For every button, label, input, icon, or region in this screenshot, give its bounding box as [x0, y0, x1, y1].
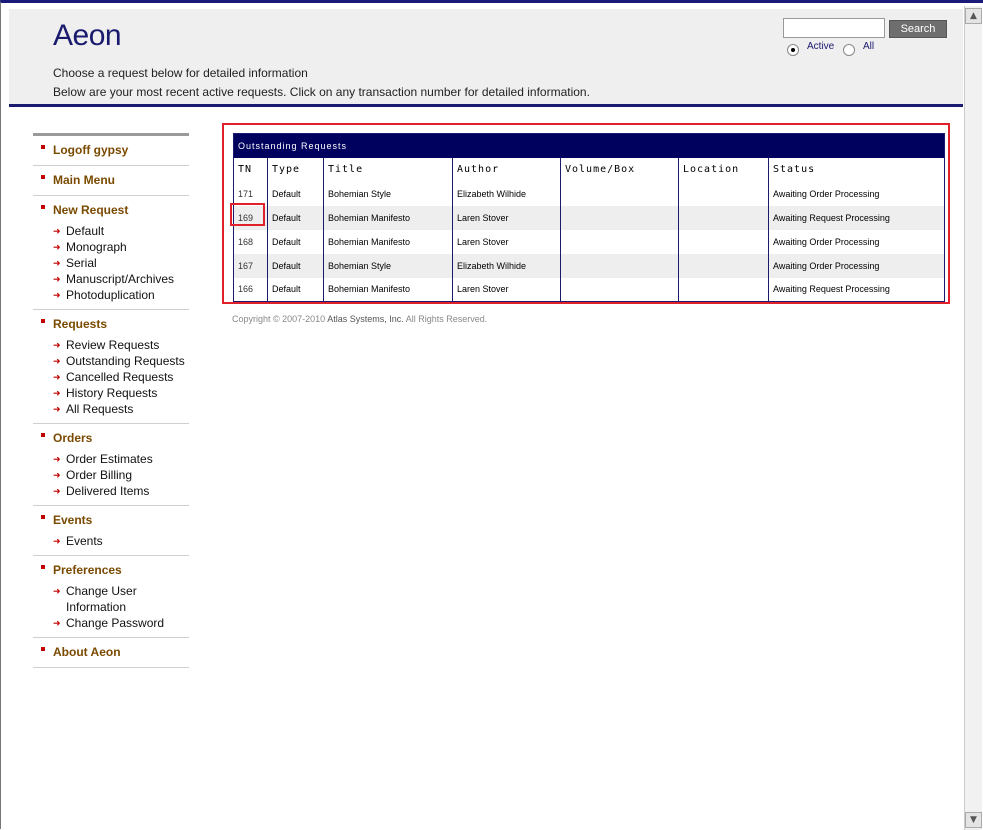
nav-item-label: Outstanding Requests [66, 354, 185, 368]
nav-item-history-requests[interactable] [33, 385, 189, 401]
copyright-prefix: Copyright © 2007-2010 [232, 314, 328, 324]
tn-link[interactable]: 168 [234, 230, 268, 254]
frame-gap [306, 3, 346, 6]
table-row [234, 278, 945, 302]
cell-status: Awaiting Request Processing [769, 206, 945, 230]
nav-item-label: Photoduplication [66, 288, 155, 302]
cell-location [679, 206, 769, 230]
square-bullet-icon [41, 647, 45, 651]
nav-item-monograph[interactable] [33, 239, 189, 255]
nav-item-label: Monograph [66, 240, 127, 254]
tn-link[interactable]: 171 [234, 182, 268, 206]
double-arrow-icon: ➜ [53, 274, 61, 284]
header-description: Below are your most recent active requests. Click on any transaction number for detailed information. [53, 85, 590, 99]
table-row [234, 254, 945, 278]
nav-item-default[interactable] [33, 223, 189, 239]
cell-author: Elizabeth Wilhide [453, 254, 561, 278]
tn-link[interactable]: 169 [234, 206, 268, 230]
cell-status: Awaiting Order Processing [773, 236, 880, 247]
company-link[interactable]: Atlas Systems, Inc. [327, 314, 404, 324]
cell-title: Bohemian Manifesto [324, 278, 453, 302]
nav-logoff-label: Logoff gypsy [53, 143, 129, 157]
nav-item-serial[interactable] [33, 255, 189, 271]
nav-item-label: Cancelled Requests [66, 370, 174, 384]
nav-item-label: Default [66, 224, 105, 238]
cell-type: Default [268, 182, 324, 206]
nav-item-label: Delivered Items [66, 484, 150, 498]
nav-events-label: Events [53, 513, 93, 527]
cell-volume [561, 278, 679, 302]
nav-item-order-billing[interactable] [33, 467, 189, 483]
cell-volume [561, 206, 679, 230]
cell-title: Bohemian Manifesto [324, 230, 453, 254]
double-arrow-icon: ➜ [53, 536, 61, 546]
header-divider [9, 104, 963, 107]
nav-item-change-user-information[interactable] [33, 583, 189, 615]
scroll-down-arrow-icon[interactable]: ▼ [965, 812, 982, 828]
nav-item-order-estimates[interactable] [33, 451, 189, 467]
nav-item-label: Events [66, 534, 103, 548]
cell-location [679, 278, 769, 302]
nav-item-label: Change Password [66, 616, 165, 630]
nav-orders-link[interactable] [33, 430, 189, 447]
cell-location [679, 182, 769, 206]
search-input[interactable] [783, 18, 885, 38]
nav-item-label: Order Estimates [66, 452, 153, 466]
nav-preferences-link[interactable] [33, 562, 189, 579]
cell-type: Default [268, 206, 324, 230]
cell-author: Elizabeth Wilhide [453, 182, 561, 206]
column-header-title: Title [324, 158, 453, 182]
nav-item-manuscript-archives[interactable] [33, 271, 189, 287]
column-header-volume-box: Volume/Box [561, 158, 679, 182]
cell-title: Bohemian Manifesto [324, 206, 453, 230]
nav-item-label: Review Requests [66, 338, 160, 352]
tn-link[interactable]: 166 [234, 278, 268, 302]
square-bullet-icon [41, 205, 45, 209]
nav-orders-label: Orders [53, 431, 93, 445]
double-arrow-icon: ➜ [53, 486, 61, 496]
double-arrow-icon: ➜ [53, 290, 61, 300]
cell-type: Default [268, 278, 324, 302]
header-instruction: Choose a request below for detailed information [53, 66, 308, 80]
table-row [234, 206, 945, 230]
cell-type: Default [268, 254, 324, 278]
nav-main-menu-link[interactable] [33, 172, 189, 189]
double-arrow-icon: ➜ [53, 454, 61, 464]
double-arrow-icon: ➜ [53, 404, 61, 414]
nav-section-requests [33, 310, 189, 424]
cell-status: Awaiting Request Processing [773, 284, 890, 295]
double-arrow-icon: ➜ [53, 618, 61, 628]
nav-section-main-menu [33, 166, 189, 196]
nav-item-photoduplication[interactable] [33, 287, 189, 303]
vertical-scrollbar[interactable] [964, 6, 982, 830]
double-arrow-icon: ➜ [53, 356, 61, 366]
aeon-logo: Aeon [53, 19, 122, 52]
cell-location [679, 230, 769, 254]
cell-author: Laren Stover [453, 230, 561, 254]
nav-item-events[interactable] [33, 533, 189, 549]
column-header-location: Location [679, 158, 769, 182]
scroll-up-arrow-icon[interactable]: ▲ [965, 8, 982, 24]
nav-preferences-label: Preferences [53, 563, 122, 577]
nav-item-outstanding-requests[interactable] [33, 353, 189, 369]
cell-title: Bohemian Style [324, 254, 453, 278]
radio-all[interactable] [843, 44, 855, 56]
nav-requests-link[interactable] [33, 316, 189, 333]
nav-item-label: Serial [66, 256, 97, 270]
column-header-tn: TN [234, 158, 268, 182]
table-row [234, 182, 945, 206]
nav-section-new-request [33, 196, 189, 310]
cell-volume [561, 254, 679, 278]
nav-item-label: Order Billing [66, 468, 133, 482]
cell-volume [561, 182, 679, 206]
cell-author: Laren Stover [453, 278, 561, 302]
double-arrow-icon: ➜ [53, 258, 61, 268]
square-bullet-icon [41, 319, 45, 323]
nav-about-label: About Aeon [53, 645, 121, 659]
double-arrow-icon: ➜ [53, 388, 61, 398]
nav-section-orders [33, 424, 189, 506]
double-arrow-icon: ➜ [53, 586, 61, 596]
nav-item-review-requests[interactable] [33, 337, 189, 353]
square-bullet-icon [41, 175, 45, 179]
column-header-author: Author [453, 158, 561, 182]
cell-type: Default [268, 230, 324, 254]
nav-section-preferences [33, 556, 189, 638]
nav-logoff-link[interactable] [33, 142, 189, 159]
nav-item-delivered-items[interactable] [33, 483, 189, 499]
column-header-type: Type [268, 158, 324, 182]
cell-title: Bohemian Style [324, 182, 453, 206]
square-bullet-icon [41, 515, 45, 519]
nav-item-label: Manuscript/Archives [66, 272, 175, 286]
nav-about-link[interactable] [33, 644, 189, 661]
nav-events-link[interactable] [33, 512, 189, 529]
double-arrow-icon: ➜ [53, 242, 61, 252]
cell-volume [561, 230, 679, 254]
radio-all-label[interactable]: All [863, 41, 875, 52]
cell-status: Awaiting Order Processing [773, 188, 880, 199]
nav-item-all-requests[interactable] [33, 401, 189, 417]
copyright-footer [232, 314, 487, 324]
table-row [234, 230, 945, 254]
nav-new-request-label: New Request [53, 203, 129, 217]
outstanding-requests-table [233, 133, 945, 302]
copyright-suffix: All Rights Reserved. [403, 314, 488, 324]
requests-panel [222, 123, 950, 304]
cell-location [679, 254, 769, 278]
square-bullet-icon [41, 433, 45, 437]
nav-item-label: History Requests [66, 386, 158, 400]
sidebar-nav [33, 133, 189, 668]
double-arrow-icon: ➜ [53, 372, 61, 382]
double-arrow-icon: ➜ [53, 340, 61, 350]
selection-highlight-box [230, 203, 265, 226]
nav-item-label: Change User Information [66, 584, 137, 614]
nav-main-menu-label: Main Menu [53, 173, 115, 187]
nav-section-events [33, 506, 189, 556]
nav-section-about [33, 638, 189, 668]
cell-status: Awaiting Order Processing [769, 254, 945, 278]
nav-item-cancelled-requests[interactable] [33, 369, 189, 385]
square-bullet-icon [41, 565, 45, 569]
cell-author: Laren Stover [453, 206, 561, 230]
column-header-status: Status [769, 158, 945, 182]
nav-item-label: All Requests [66, 402, 134, 416]
table-title: Outstanding Requests [234, 134, 945, 158]
nav-section-logoff [33, 136, 189, 166]
nav-new-request-link[interactable] [33, 202, 189, 219]
radio-active-label[interactable]: Active [807, 41, 835, 52]
nav-requests-label: Requests [53, 317, 108, 331]
radio-active[interactable] [787, 44, 799, 56]
nav-item-change-password[interactable] [33, 615, 189, 631]
tn-link[interactable]: 167 [234, 254, 268, 278]
square-bullet-icon [41, 145, 45, 149]
search-button[interactable]: Search [889, 20, 947, 38]
double-arrow-icon: ➜ [53, 226, 61, 236]
double-arrow-icon: ➜ [53, 470, 61, 480]
